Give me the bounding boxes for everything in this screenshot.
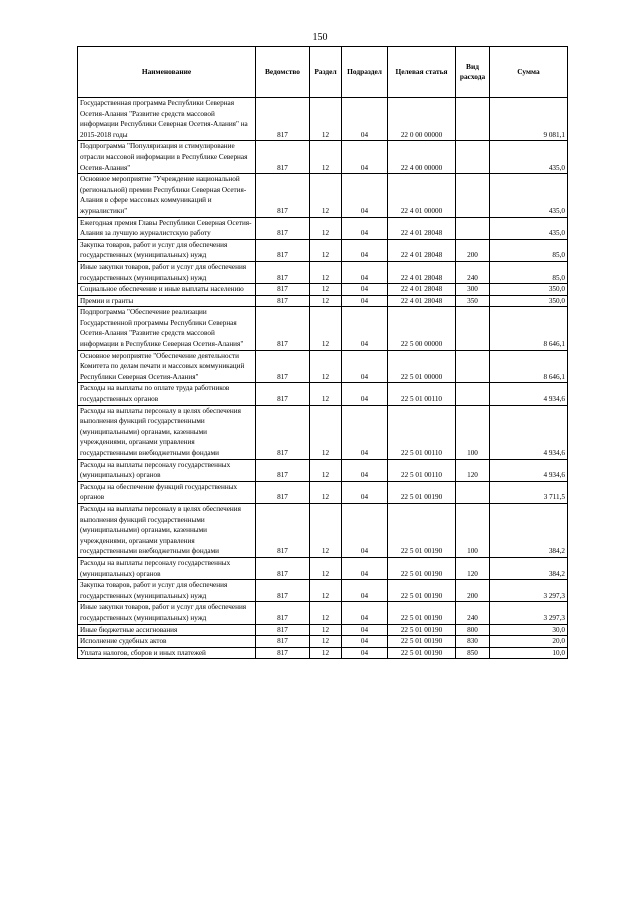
dept-cell: 817 <box>256 580 310 602</box>
table-row <box>78 217 568 239</box>
expense-type-cell: 100 <box>456 405 490 459</box>
expense-type-cell: 240 <box>456 261 490 283</box>
expense-type-cell: 350 <box>456 295 490 307</box>
table-row <box>78 602 568 624</box>
amount-cell: 4 934,6 <box>490 459 568 481</box>
dept-cell: 817 <box>256 295 310 307</box>
dept-cell: 817 <box>256 624 310 636</box>
subsection-cell: 04 <box>342 217 388 239</box>
amount-cell: 3 297,3 <box>490 602 568 624</box>
dept-cell: 817 <box>256 284 310 296</box>
table-row <box>78 383 568 405</box>
expense-type-cell <box>456 481 490 503</box>
expense-type-cell <box>456 383 490 405</box>
header-section: Раздел <box>310 47 342 98</box>
table-row <box>78 647 568 659</box>
expense-type-cell <box>456 217 490 239</box>
target-cell: 22 5 00 00000 <box>388 307 456 350</box>
expense-type-cell: 120 <box>456 459 490 481</box>
expense-type-cell: 100 <box>456 503 490 557</box>
header-name: Наименование <box>78 47 256 98</box>
header-row <box>78 47 568 98</box>
expense-type-cell: 800 <box>456 624 490 636</box>
table-row <box>78 503 568 557</box>
section-cell: 12 <box>310 284 342 296</box>
table-row <box>78 636 568 648</box>
amount-cell: 30,0 <box>490 624 568 636</box>
dept-cell: 817 <box>256 350 310 383</box>
subsection-cell: 04 <box>342 261 388 283</box>
section-cell: 12 <box>310 261 342 283</box>
section-cell: 12 <box>310 636 342 648</box>
target-cell: 22 4 01 28048 <box>388 217 456 239</box>
amount-cell: 8 646,1 <box>490 307 568 350</box>
subsection-cell: 04 <box>342 602 388 624</box>
amount-cell: 4 934,6 <box>490 383 568 405</box>
target-cell: 22 4 01 28048 <box>388 261 456 283</box>
dept-cell: 817 <box>256 141 310 174</box>
table-row <box>78 350 568 383</box>
table-row <box>78 481 568 503</box>
dept-cell: 817 <box>256 636 310 648</box>
expense-type-cell: 200 <box>456 239 490 261</box>
section-cell: 12 <box>310 141 342 174</box>
name-cell: Закупка товаров, работ и услуг для обеспечения государственных (муниципальных) нужд <box>78 239 256 261</box>
header-expense-type: Вид расхода <box>456 47 490 98</box>
target-cell: 22 5 01 00190 <box>388 624 456 636</box>
header-dept: Ведомство <box>256 47 310 98</box>
dept-cell: 817 <box>256 98 310 141</box>
target-cell: 22 5 01 00190 <box>388 636 456 648</box>
dept-cell: 817 <box>256 261 310 283</box>
subsection-cell: 04 <box>342 405 388 459</box>
subsection-cell: 04 <box>342 636 388 648</box>
amount-cell: 435,0 <box>490 174 568 217</box>
header-amount: Сумма <box>490 47 568 98</box>
amount-cell: 350,0 <box>490 284 568 296</box>
expense-type-cell: 200 <box>456 580 490 602</box>
name-cell: Иные закупки товаров, работ и услуг для обеспечения государственных (муниципальных) нужд <box>78 261 256 283</box>
expense-type-cell: 850 <box>456 647 490 659</box>
target-cell: 22 5 01 00190 <box>388 503 456 557</box>
table-row <box>78 261 568 283</box>
dept-cell: 817 <box>256 481 310 503</box>
table-row <box>78 295 568 307</box>
subsection-cell: 04 <box>342 624 388 636</box>
amount-cell: 85,0 <box>490 261 568 283</box>
amount-cell: 4 934,6 <box>490 405 568 459</box>
table-row <box>78 405 568 459</box>
table-row <box>78 307 568 350</box>
dept-cell: 817 <box>256 503 310 557</box>
subsection-cell: 04 <box>342 580 388 602</box>
table-row <box>78 98 568 141</box>
section-cell: 12 <box>310 307 342 350</box>
name-cell: Расходы на выплаты персоналу государственных (муниципальных) органов <box>78 557 256 579</box>
name-cell: Расходы на обеспечение функций государственных органов <box>78 481 256 503</box>
table-row <box>78 141 568 174</box>
name-cell: Ежегодная премия Главы Республики Северная Осетия-Алания за лучшую журналистскую работу <box>78 217 256 239</box>
section-cell: 12 <box>310 481 342 503</box>
table-row <box>78 580 568 602</box>
table-row <box>78 284 568 296</box>
name-cell: Уплата налогов, сборов и иных платежей <box>78 647 256 659</box>
header-target: Целевая статья <box>388 47 456 98</box>
target-cell: 22 4 01 28048 <box>388 295 456 307</box>
target-cell: 22 5 01 00110 <box>388 383 456 405</box>
amount-cell: 3 297,3 <box>490 580 568 602</box>
subsection-cell: 04 <box>342 141 388 174</box>
name-cell: Государственная программа Республики Северная Осетия-Алания "Развитие средств массовой информации Республики Северная Осетия-Алания" на 2015-2018 годы <box>78 98 256 141</box>
section-cell: 12 <box>310 217 342 239</box>
section-cell: 12 <box>310 239 342 261</box>
subsection-cell: 04 <box>342 98 388 141</box>
section-cell: 12 <box>310 580 342 602</box>
table-row <box>78 459 568 481</box>
section-cell: 12 <box>310 624 342 636</box>
target-cell: 22 4 01 28048 <box>388 239 456 261</box>
target-cell: 22 4 00 00000 <box>388 141 456 174</box>
table-row <box>78 174 568 217</box>
target-cell: 22 4 01 28048 <box>388 284 456 296</box>
target-cell: 22 5 01 00190 <box>388 481 456 503</box>
amount-cell: 384,2 <box>490 503 568 557</box>
amount-cell: 435,0 <box>490 141 568 174</box>
table-row <box>78 624 568 636</box>
section-cell: 12 <box>310 647 342 659</box>
name-cell: Основное мероприятие "Учреждение национальной (региональной) премии Республики Северная Осетия-Алания в сфере массовых коммуникаций и журналистики" <box>78 174 256 217</box>
expense-type-cell: 120 <box>456 557 490 579</box>
section-cell: 12 <box>310 459 342 481</box>
name-cell: Расходы на выплаты по оплате труда работников государственных органов <box>78 383 256 405</box>
section-cell: 12 <box>310 350 342 383</box>
amount-cell: 10,0 <box>490 647 568 659</box>
target-cell: 22 4 01 00000 <box>388 174 456 217</box>
amount-cell: 3 711,5 <box>490 481 568 503</box>
target-cell: 22 5 01 00000 <box>388 350 456 383</box>
header-subsection: Подраздел <box>342 47 388 98</box>
target-cell: 22 5 01 00110 <box>388 459 456 481</box>
subsection-cell: 04 <box>342 284 388 296</box>
section-cell: 12 <box>310 602 342 624</box>
section-cell: 12 <box>310 295 342 307</box>
table-row <box>78 239 568 261</box>
subsection-cell: 04 <box>342 295 388 307</box>
dept-cell: 817 <box>256 174 310 217</box>
subsection-cell: 04 <box>342 459 388 481</box>
subsection-cell: 04 <box>342 647 388 659</box>
name-cell: Иные закупки товаров, работ и услуг для обеспечения государственных (муниципальных) нужд <box>78 602 256 624</box>
dept-cell: 817 <box>256 307 310 350</box>
target-cell: 22 5 01 00190 <box>388 602 456 624</box>
target-cell: 22 5 01 00110 <box>388 405 456 459</box>
target-cell: 22 5 01 00190 <box>388 557 456 579</box>
subsection-cell: 04 <box>342 174 388 217</box>
name-cell: Подпрограмма "Обеспечение реализации Государственной программы Республики Северная Осетия-Алания "Развитие средств массовой информации в Республике Северная Осетия-Алания" <box>78 307 256 350</box>
subsection-cell: 04 <box>342 239 388 261</box>
amount-cell: 350,0 <box>490 295 568 307</box>
expense-type-cell <box>456 350 490 383</box>
target-cell: 22 0 00 00000 <box>388 98 456 141</box>
dept-cell: 817 <box>256 405 310 459</box>
expense-type-cell: 830 <box>456 636 490 648</box>
budget-table <box>77 46 568 659</box>
amount-cell: 435,0 <box>490 217 568 239</box>
page-number: 150 <box>312 32 328 43</box>
section-cell: 12 <box>310 98 342 141</box>
amount-cell: 9 081,1 <box>490 98 568 141</box>
dept-cell: 817 <box>256 602 310 624</box>
amount-cell: 384,2 <box>490 557 568 579</box>
name-cell: Расходы на выплаты персоналу государственных (муниципальных) органов <box>78 459 256 481</box>
amount-cell: 85,0 <box>490 239 568 261</box>
subsection-cell: 04 <box>342 307 388 350</box>
expense-type-cell <box>456 307 490 350</box>
name-cell: Иные бюджетные ассигнования <box>78 624 256 636</box>
section-cell: 12 <box>310 383 342 405</box>
subsection-cell: 04 <box>342 481 388 503</box>
name-cell: Основное мероприятие "Обеспечение деятельности Комитета по делам печати и массовых коммуникаций Республики Северная Осетия-Алания" <box>78 350 256 383</box>
expense-type-cell: 300 <box>456 284 490 296</box>
dept-cell: 817 <box>256 217 310 239</box>
subsection-cell: 04 <box>342 383 388 405</box>
name-cell: Социальное обеспечение и иные выплаты населению <box>78 284 256 296</box>
subsection-cell: 04 <box>342 503 388 557</box>
subsection-cell: 04 <box>342 557 388 579</box>
amount-cell: 20,0 <box>490 636 568 648</box>
section-cell: 12 <box>310 503 342 557</box>
table-row <box>78 557 568 579</box>
dept-cell: 817 <box>256 647 310 659</box>
name-cell: Расходы на выплаты персоналу в целях обеспечения выполнения функций государственными (муниципальными) органами, казенными учреждениями, органами управления государственными внебюджетными фондами <box>78 503 256 557</box>
section-cell: 12 <box>310 405 342 459</box>
section-cell: 12 <box>310 557 342 579</box>
dept-cell: 817 <box>256 239 310 261</box>
section-cell: 12 <box>310 174 342 217</box>
target-cell: 22 5 01 00190 <box>388 647 456 659</box>
name-cell: Расходы на выплаты персоналу в целях обеспечения выполнения функций государственными (муниципальными) органами, казенными учреждениями, органами управления государственными внебюджетными фондами <box>78 405 256 459</box>
name-cell: Премии и гранты <box>78 295 256 307</box>
name-cell: Закупка товаров, работ и услуг для обеспечения государственных (муниципальных) нужд <box>78 580 256 602</box>
expense-type-cell: 240 <box>456 602 490 624</box>
expense-type-cell <box>456 174 490 217</box>
target-cell: 22 5 01 00190 <box>388 580 456 602</box>
dept-cell: 817 <box>256 557 310 579</box>
subsection-cell: 04 <box>342 350 388 383</box>
expense-type-cell <box>456 98 490 141</box>
name-cell: Подпрограмма "Популяризация и стимулирование отрасли массовой информации в Республике Северная Осетия-Алания" <box>78 141 256 174</box>
dept-cell: 817 <box>256 459 310 481</box>
name-cell: Исполнение судебных актов <box>78 636 256 648</box>
expense-type-cell <box>456 141 490 174</box>
dept-cell: 817 <box>256 383 310 405</box>
amount-cell: 8 646,1 <box>490 350 568 383</box>
